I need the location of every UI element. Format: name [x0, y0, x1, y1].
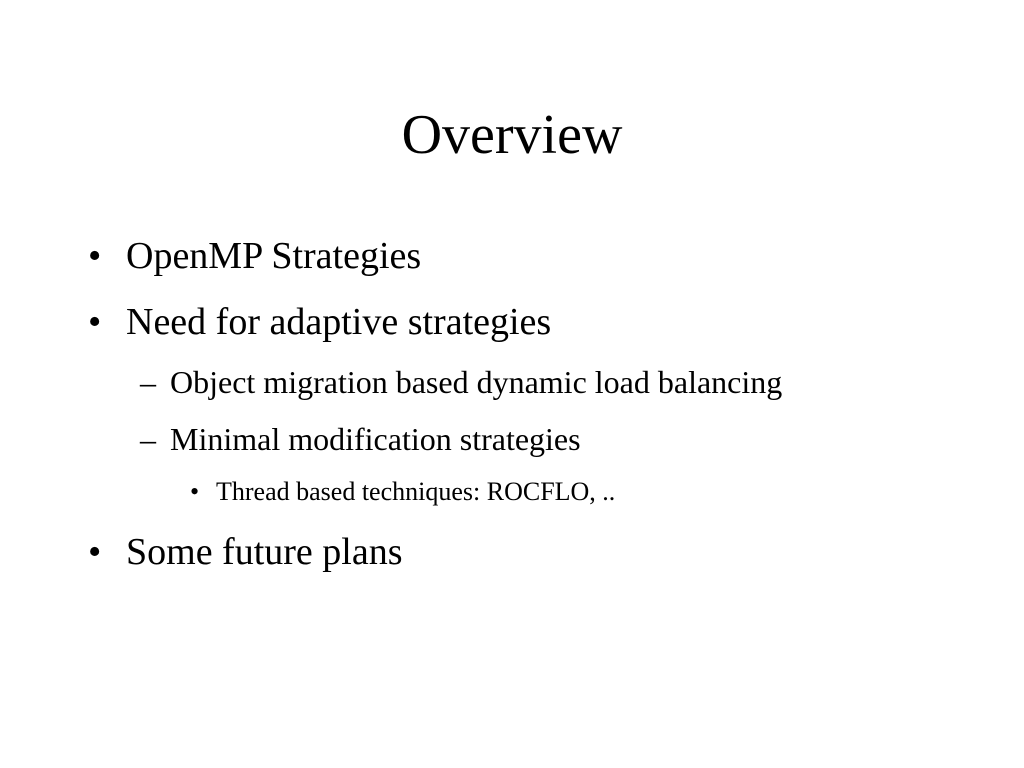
bullet-item-openmp-strategies — [88, 234, 421, 278]
dash-marker: – — [140, 421, 156, 457]
bullet-marker: • — [88, 301, 102, 343]
sub-bullet-item-object-migration — [140, 363, 782, 401]
dash-marker: – — [140, 364, 156, 400]
bullet-text: Some future plans — [126, 531, 403, 573]
sub-bullet-item-minimal-modification — [140, 420, 581, 458]
bullet-text: Object migration based dynamic load balancing — [170, 364, 783, 400]
bullet-marker: • — [88, 235, 102, 277]
bullet-text: Thread based techniques: ROCFLO, .. — [216, 477, 616, 506]
bullet-text: OpenMP Strategies — [126, 235, 422, 277]
bullet-text: Minimal modification strategies — [170, 421, 581, 457]
bullet-text: Need for adaptive strategies — [126, 301, 552, 343]
slide-title: Overview — [401, 104, 623, 166]
bullet-marker: • — [88, 531, 102, 573]
bullet-item-future-plans — [88, 530, 403, 574]
bullet-marker: • — [190, 477, 200, 506]
bullet-item-adaptive-strategies — [88, 300, 551, 344]
sub-sub-bullet-item-thread-based — [190, 476, 615, 508]
